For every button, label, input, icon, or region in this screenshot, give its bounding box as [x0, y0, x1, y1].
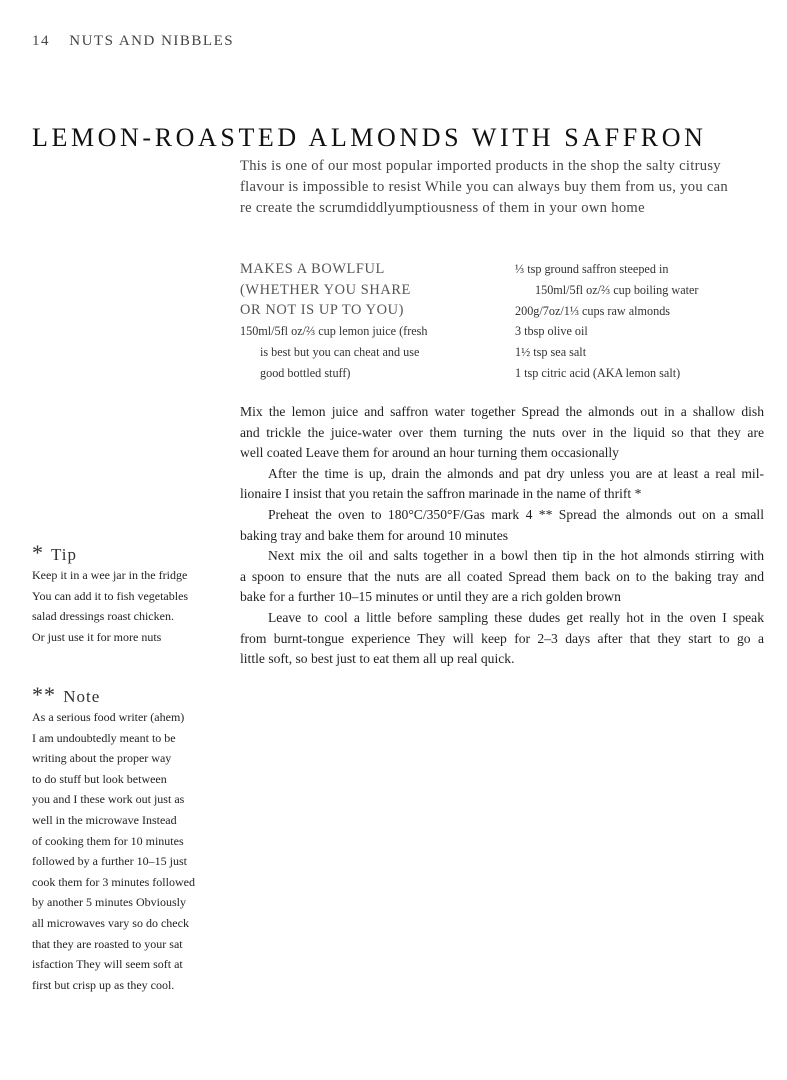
ingredient-list-left	[240, 321, 500, 383]
method-line: bake for a further 10–15 minutes or until they are a rich golden brown	[240, 589, 621, 605]
intro-line: flavour is impossible to resist While you can always buy them from us, you can	[240, 179, 729, 195]
ingredient-item	[515, 363, 775, 384]
note-line: well in the microwave Instead	[32, 812, 177, 827]
method-line: Next mix the oil and salts together in a bowl then tip in the hot almonds stirring with	[268, 548, 764, 564]
running-head	[32, 33, 234, 50]
ingredient-continuation: good bottled stuff)	[260, 365, 351, 380]
method-line: a spoon to ensure that the nuts are all coated Spread them back on to the baking tray and	[240, 568, 764, 584]
recipe-method	[240, 402, 764, 670]
tip-line: Or just use it for more nuts	[32, 629, 162, 644]
tip-line: Keep it in a wee jar in the fridge	[32, 568, 188, 582]
tip-heading	[32, 541, 212, 565]
note-line: writing about the proper way	[32, 751, 172, 766]
note-line: followed by a further 10–15 just	[32, 854, 187, 869]
asterisk-marker: **	[32, 682, 56, 707]
section-title: NUTS AND NIBBLES	[69, 33, 235, 49]
note-line: I am undoubtedly meant to be	[32, 730, 176, 745]
method-line: Mix the lemon juice and saffron water together Spread the almonds out in a shallow dish	[240, 404, 764, 419]
method-line: and trickle the juice-water over them turning the nuts over in the liquid so that they are	[240, 424, 764, 440]
ingredient-item	[240, 321, 500, 383]
note-line: As a serious food writer (ahem)	[32, 710, 185, 724]
method-line: After the time is up, drain the almonds and pat dry unless you are at least a real mil-	[268, 465, 764, 481]
note-line: you and I these work out just as	[32, 792, 185, 807]
note-line: first but crisp up as they cool.	[32, 977, 175, 992]
method-line: Preheat the oven to 180°C/350°F/Gas mark 4 ** Spread the almonds out on a small	[268, 506, 764, 522]
intro-line: This is one of our most popular imported products in the shop the salty citrusy	[240, 158, 721, 174]
ingredient-text: 150ml/5fl oz/⅔ cup lemon juice (fresh	[240, 324, 428, 338]
method-line: baking tray and bake them for around 10 minutes	[240, 527, 509, 543]
method-line: lionaire I insist that you retain the saffron marinade in the name of thrift *	[240, 486, 642, 502]
tip-sidebar	[32, 541, 212, 647]
tip-line: salad dressings roast chicken.	[32, 609, 174, 624]
recipe-title: LEMON-ROASTED ALMONDS WITH SAFFRON	[32, 123, 707, 153]
ingredient-list-right	[515, 259, 775, 384]
note-line: of cooking them for 10 minutes	[32, 833, 184, 848]
note-line: to do stuff but look between	[32, 771, 167, 786]
method-line: well coated Leave them for around an hour turning them occasionally	[240, 445, 619, 461]
ingredient-text: 1½ tsp sea salt	[515, 345, 587, 360]
note-line: all microwaves vary so do check	[32, 915, 189, 930]
yield-line: MAKES A BOWLFUL	[240, 261, 385, 277]
method-line: from burnt-tongue experience They will keep for 2–3 days after that they start to go a	[240, 630, 764, 646]
tip-heading-text: Tip	[50, 545, 77, 564]
page-number: 14	[32, 33, 50, 49]
ingredient-text: 1 tsp citric acid (AKA lemon salt)	[515, 365, 681, 380]
asterisk-marker: *	[32, 540, 44, 565]
yield-line: OR NOT IS UP TO YOU)	[240, 302, 405, 318]
ingredient-text: 3 tbsp olive oil	[515, 324, 588, 339]
method-line: Leave to cool a little before sampling these dudes get really hot in the oven I speak	[268, 609, 764, 625]
recipe-yield	[240, 259, 500, 321]
note-sidebar	[32, 683, 212, 995]
ingredient-item	[515, 259, 775, 301]
ingredient-text: 200g/7oz/1⅓ cups raw almonds	[515, 303, 671, 318]
method-line: little soft, so best just to eat them all up real quick.	[240, 651, 515, 667]
recipe-intro	[240, 156, 768, 219]
intro-line: re create the scrumdiddlyumptiousness of them in your own home	[240, 200, 645, 216]
ingredient-continuation: 150ml/5fl oz/⅔ cup boiling water	[535, 282, 699, 297]
ingredient-continuation: is best but you can cheat and use	[260, 344, 420, 359]
note-line: cook them for 3 minutes followed	[32, 874, 195, 889]
note-heading-text: Note	[63, 687, 101, 706]
note-line: isfaction They will seem soft at	[32, 957, 183, 972]
yield-line: (WHETHER YOU SHARE	[240, 281, 411, 298]
note-line: by another 5 minutes Obviously	[32, 895, 186, 910]
ingredient-item	[515, 342, 775, 363]
ingredient-text: ⅓ tsp ground saffron steeped in	[515, 262, 669, 276]
tip-line: You can add it to fish vegetables	[32, 588, 189, 603]
note-heading	[32, 683, 212, 707]
note-line: that they are roasted to your sat	[32, 936, 183, 951]
ingredient-item	[515, 301, 775, 322]
ingredient-item	[515, 321, 775, 342]
